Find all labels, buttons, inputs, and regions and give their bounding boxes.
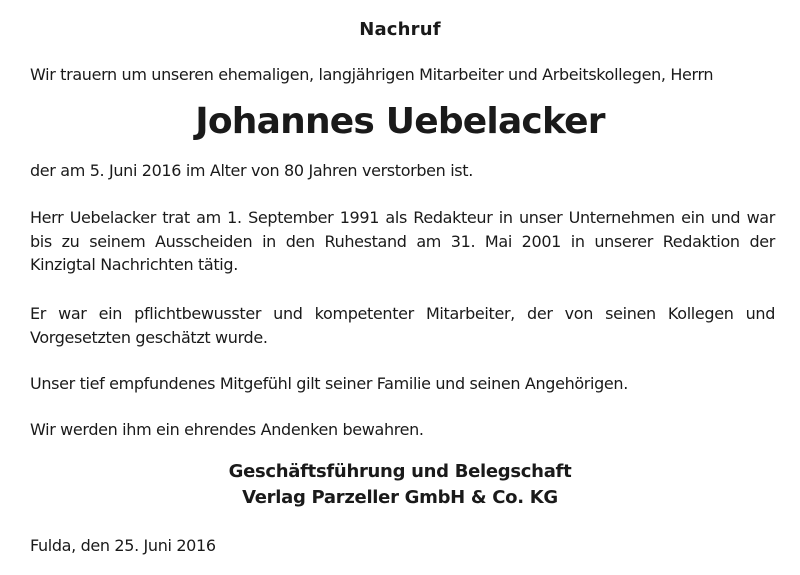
death-date-paragraph: der am 5. Juni 2016 im Alter von 80 Jahren verstorben ist.	[30, 161, 473, 180]
career-paragraph: Herr Uebelacker trat am 1. September 1991 als Redakteur in unser Unternehmen ein und war bis zu seinem Ausscheiden in den Ruhestand am 31. Mai 2001 in unserer Redaktion der Kinzigtal Nachrichten tätig.	[30, 208, 775, 274]
character-paragraph: Er war ein pflichtbewusster und kompetenter Mitarbeiter, der von seinen Kollegen und Vorgesetzten geschätzt wurde.	[30, 304, 775, 347]
deceased-name: Johannes Uebelacker	[195, 101, 605, 142]
intro-text: Wir trauern um unseren ehemaligen, langjährigen Mitarbeiter und Arbeitskollegen, Herrn	[30, 65, 714, 84]
signature-line-management: Geschäftsführung und Belegschaft	[228, 461, 572, 482]
notice-heading: Nachruf	[359, 19, 441, 40]
signature-line-company: Verlag Parzeller GmbH & Co. KG	[242, 487, 558, 508]
place-and-date: Fulda, den 25. Juni 2016	[30, 536, 216, 555]
remembrance-paragraph: Wir werden ihm ein ehrendes Andenken bewahren.	[30, 420, 424, 439]
condolence-paragraph: Unser tief empfundenes Mitgefühl gilt seiner Familie und seinen Angehörigen.	[30, 374, 628, 393]
